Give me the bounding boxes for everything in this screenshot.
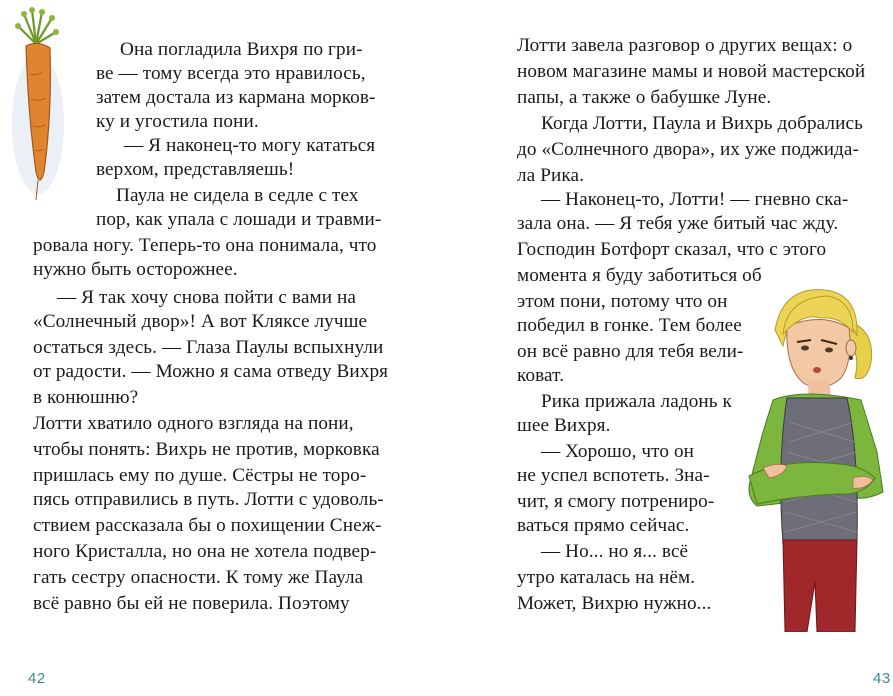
text-line: «Солнечный двор»! А вот Кляксе лучше bbox=[33, 311, 368, 332]
text-line: — Я наконец-то могу кататься bbox=[124, 135, 376, 156]
text-line: он всё равно для тебя вели- bbox=[517, 341, 744, 362]
right-page bbox=[447, 0, 893, 696]
text-line: зала она. — Я тебя уже битый час жду. bbox=[517, 213, 839, 234]
page-number: 42 bbox=[28, 670, 46, 687]
text-line: ного Кристалла, но она не хотела подвер- bbox=[33, 541, 377, 562]
text-line: момента я буду заботиться об bbox=[517, 265, 762, 286]
text-line: ровала ногу. Теперь-то она понимала, что bbox=[33, 235, 377, 256]
text-line: Паула не сидела в седле с тех bbox=[116, 185, 359, 206]
text-line: верхом, представляешь! bbox=[96, 159, 295, 180]
text-line: новом магазине мамы и новой мастерской bbox=[517, 61, 866, 82]
text-line: Она погладила Вихря по гри- bbox=[120, 39, 363, 60]
text-line: чтобы понять: Вихрь не против, морковка bbox=[33, 439, 380, 460]
text-line: пор, как упала с лошади и травми- bbox=[96, 209, 382, 230]
text-line: ку и угостила пони. bbox=[96, 111, 259, 132]
text-line: — Хорошо, что он bbox=[541, 441, 695, 462]
text-line: гать сестру опасности. К тому же Паула bbox=[33, 567, 364, 588]
text-line: — Но... но я... всё bbox=[541, 541, 689, 562]
text-line: ве — тому всегда это нравилось, bbox=[96, 63, 366, 84]
text-line: Лотти завела разговор о других вещах: о bbox=[517, 35, 853, 56]
text-line: шее Вихря. bbox=[517, 415, 611, 436]
text-line: пришлась ему по душе. Сёстры не торо- bbox=[33, 465, 367, 486]
text-line: утро каталась на нём. bbox=[517, 567, 696, 588]
text-line: пясь отправились в путь. Лотти с удоволь- bbox=[33, 489, 384, 510]
text-line: — Я так хочу снова пойти с вами на bbox=[57, 287, 356, 308]
text-line: папы, а также о бабушке Луне. bbox=[517, 87, 772, 108]
left-page bbox=[0, 0, 446, 696]
text-line: ваться прямо сейчас. bbox=[517, 515, 690, 536]
text-line: Может, Вихрю нужно... bbox=[517, 593, 712, 614]
text-line: Лотти хватило одного взгляда на пони, bbox=[33, 413, 354, 434]
text-line: затем достала из кармана морков- bbox=[96, 87, 376, 108]
page-number: 43 bbox=[873, 670, 891, 687]
text-line: — Наконец-то, Лотти! — гневно ска- bbox=[541, 189, 849, 210]
carrot-illustration bbox=[6, 4, 66, 204]
text-line: этом пони, потому что он bbox=[517, 291, 728, 312]
text-line: всё равно бы ей не поверила. Поэтому bbox=[33, 593, 350, 614]
text-line: до «Солнечного двора», их уже поджида- bbox=[517, 139, 860, 160]
text-line: Когда Лотти, Паула и Вихрь добрались bbox=[541, 113, 863, 134]
text-line: ла Рика. bbox=[517, 165, 584, 186]
text-line: ствием рассказала бы о похищении Снеж- bbox=[33, 515, 382, 536]
text-line: в конюшню? bbox=[33, 387, 139, 408]
text-line: не успел вспотеть. Зна- bbox=[517, 465, 710, 486]
text-line: чит, я смогу потрениро- bbox=[517, 491, 715, 512]
text-line: от радости. — Можно я сама отведу Вихря bbox=[33, 361, 389, 382]
text-line: Рика прижала ладонь к bbox=[541, 391, 732, 412]
text-line: победил в гонке. Тем более bbox=[517, 315, 742, 336]
text-line: Господин Ботфорт сказал, что с этого bbox=[517, 239, 827, 260]
text-line: нужно быть осторожнее. bbox=[33, 259, 238, 280]
text-line: коват. bbox=[517, 365, 565, 386]
text-line: остаться здесь. — Глаза Паулы вспыхнули bbox=[33, 337, 384, 358]
girl-rika-illustration bbox=[743, 282, 891, 632]
